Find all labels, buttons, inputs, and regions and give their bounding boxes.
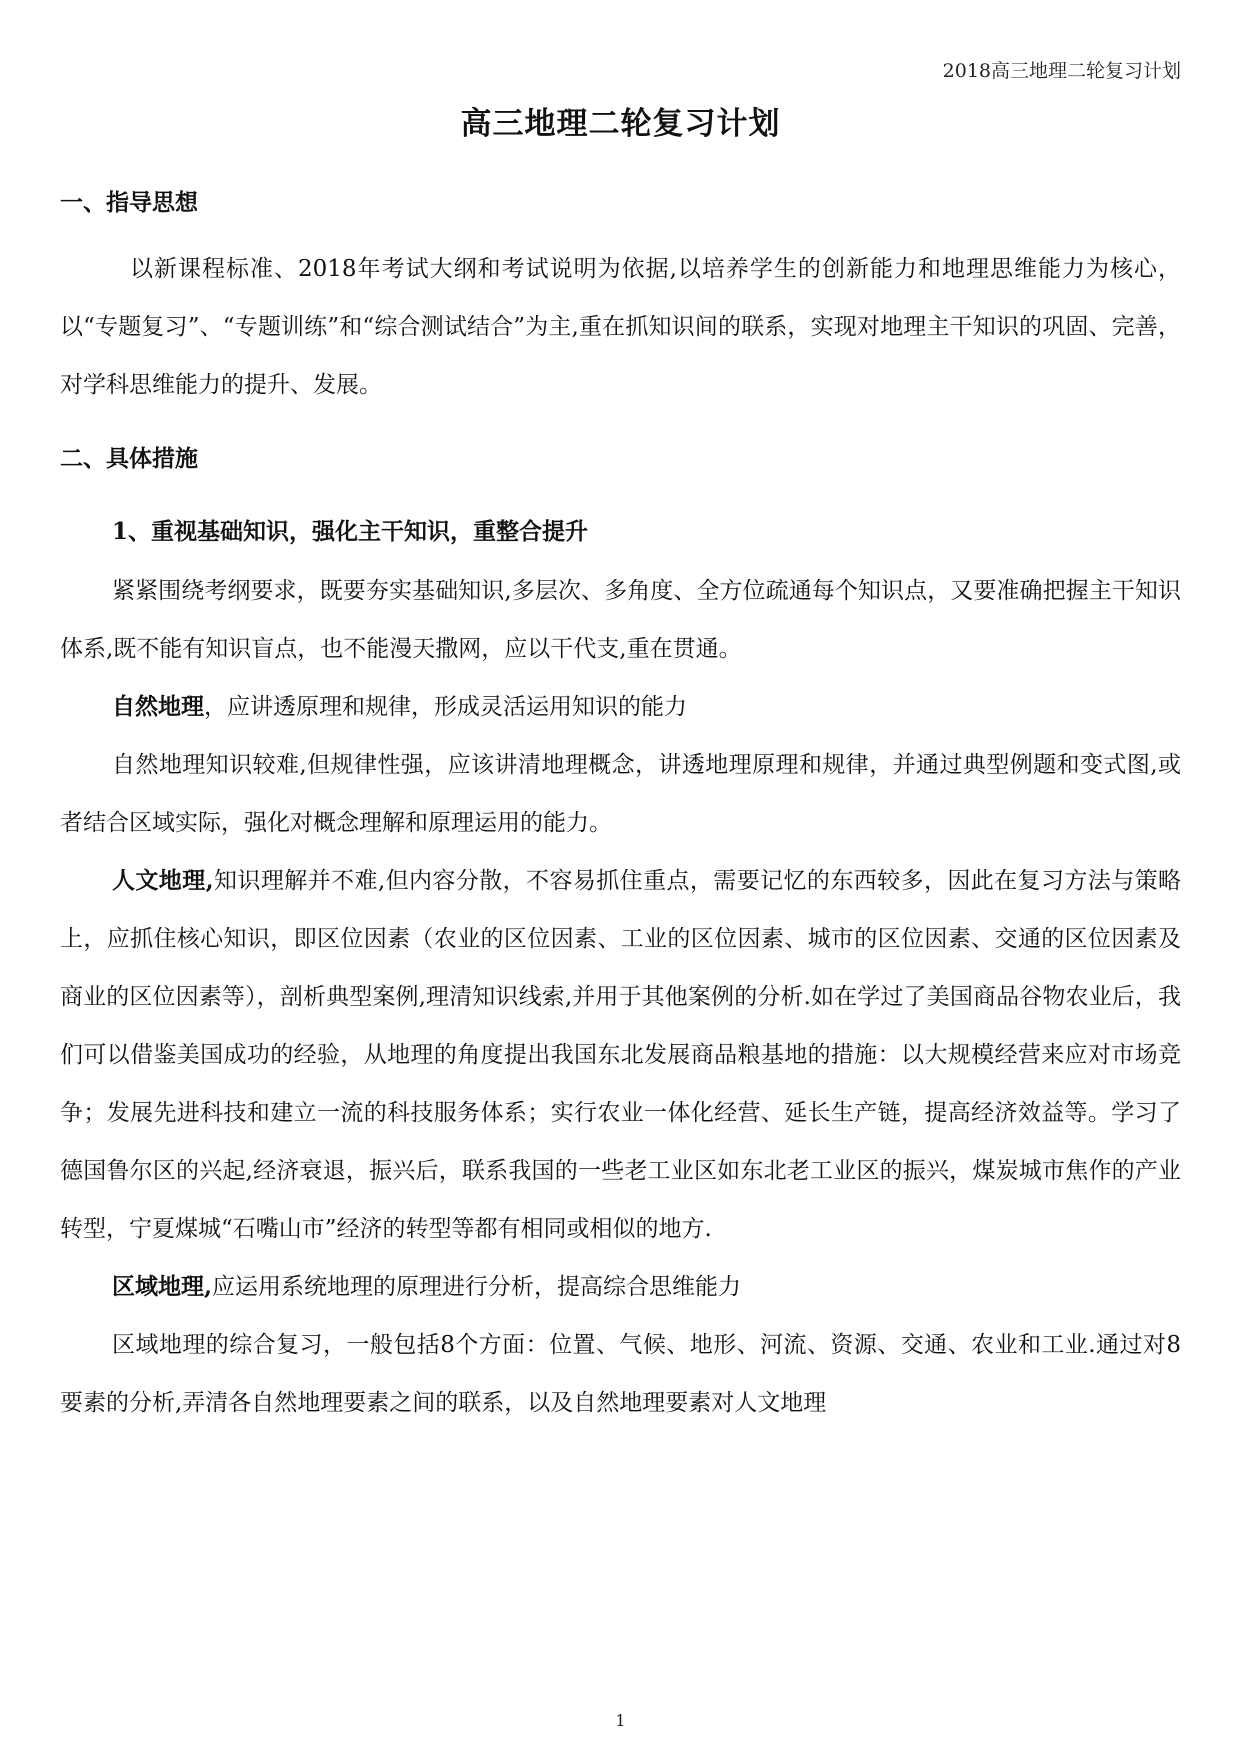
paragraph-natural-geography-heading <box>60 678 1181 736</box>
regional-geography-heading-text: 应运用系统地理的原理进行分析，提高综合思维能力 <box>212 1274 742 1300</box>
page-number: 1 <box>615 1711 626 1730</box>
running-header: 2018高三地理二轮复习计划 <box>942 60 1181 82</box>
subsection-heading-basics: 1、重视基础知识，强化主干知识，重整合提升 <box>112 518 589 545</box>
paragraph-human-geography <box>60 852 1181 1258</box>
document-body <box>60 178 1181 1432</box>
human-geography-text: 知识理解并不难,但内容分散，不容易抓住重点，需要记忆的东西较多，因此在复习方法与策略上，应抓住核心知识，即区位因素（农业的区位因素、工业的区位因素、城市的区位因素、交通的区位因素及商业的区位因素等），剖析典型案例,理清知识线索,并用于其他案例的分析.如在学过了美国商品谷物农业后，我们可以借鉴美国成功的经验，从地理的角度提出我国东北发展商品粮基地的措施：以大规模经营来应对市场竞争；发展先进科技和建立一流的科技服务体系；实行农业一体化经营、延长生产链，提高经济效益等。学习了德国鲁尔区的兴起,经济衰退，振兴后，联系我国的一些老工业区如东北老工业区的振兴，煤炭城市焦作的产业转型，宁夏煤城“石嘴山市”经济的转型等都有相同或相似的地方. <box>60 868 1181 1242</box>
document-title: 高三地理二轮复习计划 <box>460 106 781 142</box>
natural-geography-heading-text: ，应讲透原理和规律，形成灵活运用知识的能力 <box>204 694 687 720</box>
regional-geography-label: 区域地理, <box>112 1273 213 1300</box>
section-heading-guiding-thought: 一、指导思想 <box>60 189 198 216</box>
human-geography-label: 人文地理, <box>112 867 214 894</box>
natural-geography-label: 自然地理 <box>112 693 204 720</box>
paragraph-regional-geography-heading <box>60 1258 1181 1316</box>
paragraph-regional-geography: 区域地理的综合复习，一般包括8个方面：位置、气候、地形、河流、资源、交通、农业和工业.通过对8要素的分析,弄清各自然地理要素之间的联系，以及自然地理要素对人文地理 <box>60 1332 1181 1416</box>
paragraph-natural-geography: 自然地理知识较难,但规律性强，应该讲清地理概念，讲透地理原理和规律，并通过典型例题和变式图,或者结合区域实际，强化对概念理解和原理运用的能力。 <box>60 752 1181 836</box>
paragraph-basics: 紧紧围绕考纲要求，既要夯实基础知识,多层次、多角度、全方位疏通每个知识点，又要准确把握主干知识体系,既不能有知识盲点，也不能漫天撒网，应以干代支,重在贯通。 <box>60 578 1181 662</box>
section-heading-measures: 二、具体措施 <box>60 445 198 472</box>
paragraph-guiding-thought: 以新课程标准、2018年考试大纲和考试说明为依据,以培养学生的创新能力和地理思维能力为核心，以“专题复习”、“专题训练”和“综合测试结合”为主,重在抓知识间的联系，实现对地理主干知识的巩固、完善，对学科思维能力的提升、发展。 <box>60 256 1181 398</box>
